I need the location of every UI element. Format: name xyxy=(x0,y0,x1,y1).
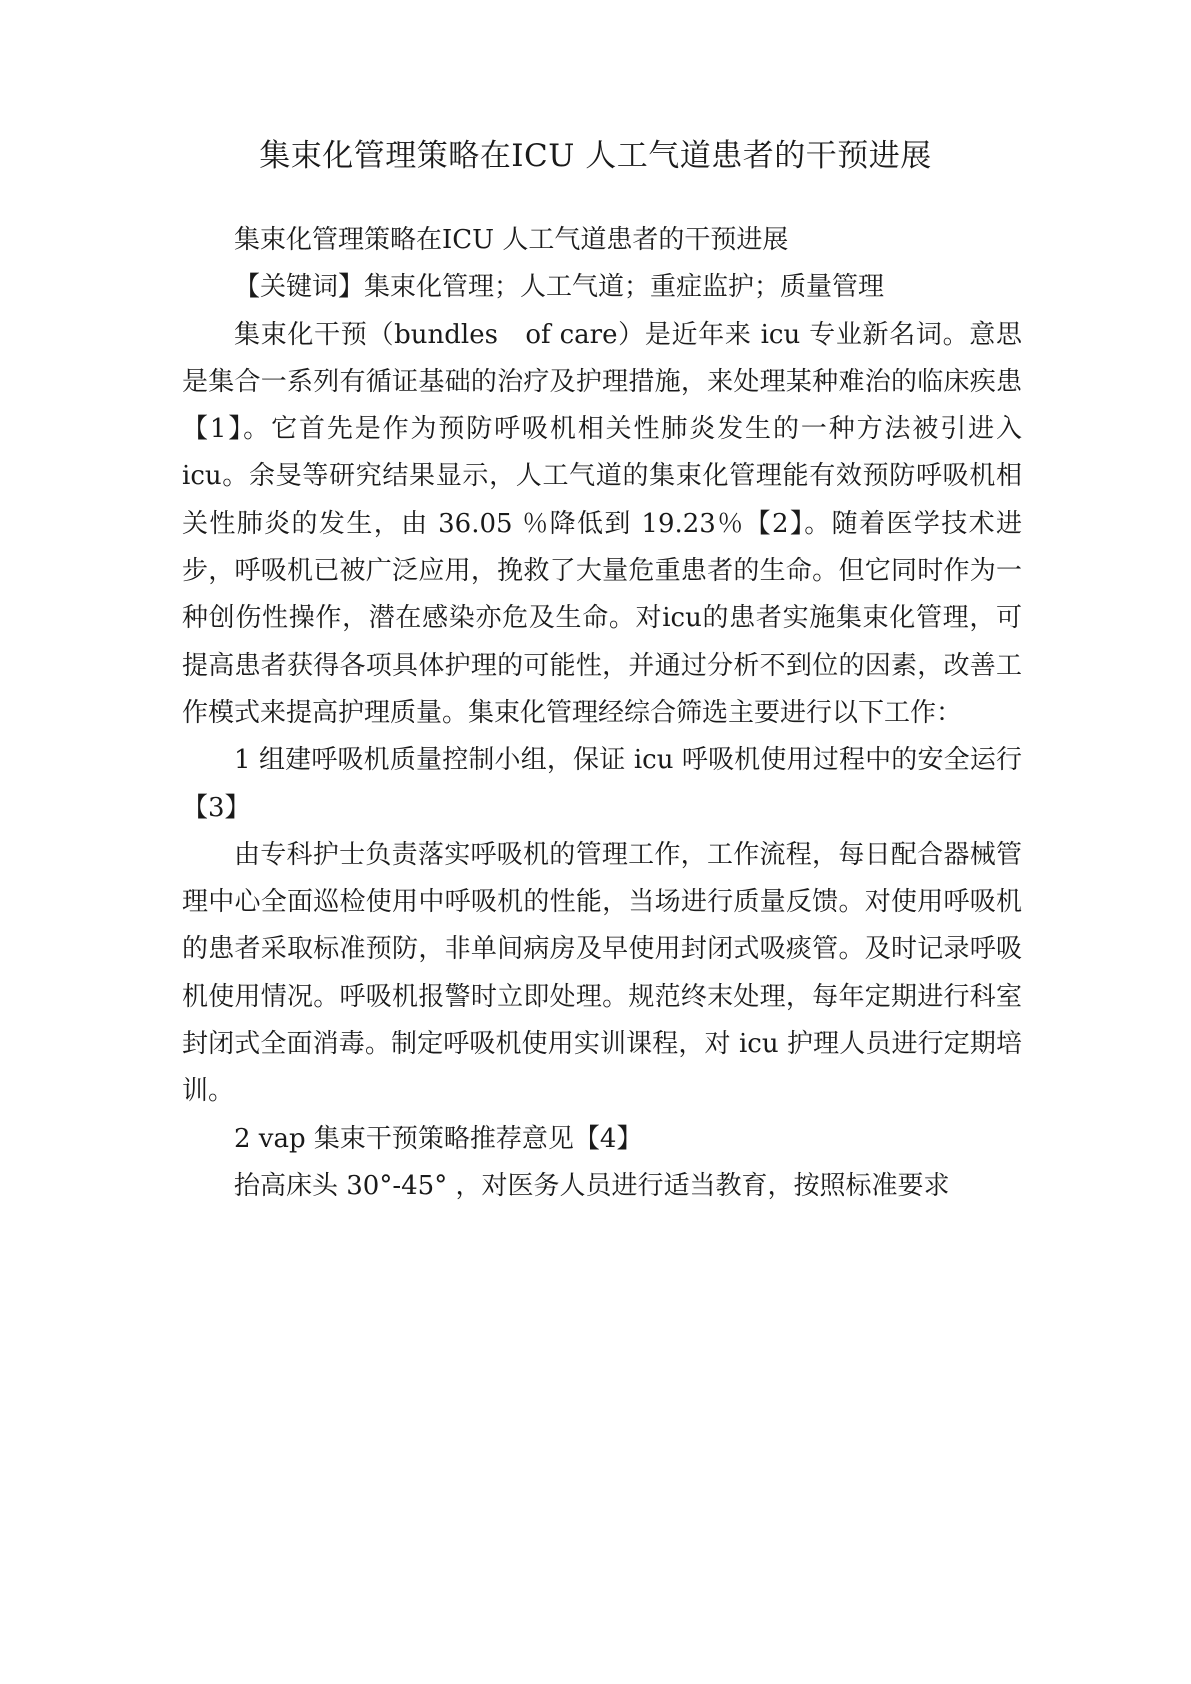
section-2-paragraph: 抬高床头 30°-45° ，对医务人员进行适当教育，按照标准要求 xyxy=(234,1170,950,1201)
document-title: 集束化管理策略在ICU 人工气道患者的干预进展 xyxy=(259,138,932,174)
keywords-paragraph: 【关键词】集束化管理；人工气道；重症监护；质量管理 xyxy=(234,272,885,303)
document-body xyxy=(182,217,1022,1210)
section-heading-1: 1 组建呼吸机质量控制小组，保证 icu 呼吸机使用过程中的安全运行【3】 xyxy=(182,745,1022,823)
section-heading-2: 2 vap 集束干预策略推荐意见【4】 xyxy=(234,1123,643,1154)
intro-paragraph: 集束化干预（bundles of care）是近年来 icu 专业新名词。意思是集合一系列有循证基础的治疗及护理措施，来处理某种难治的临床疾患【1】。它首先是作为预防呼吸机相关性肺炎发生的一种方法被引进入 icu。余旻等研究结果显示，人工气道的集束化管理能有效预防呼吸机相关性肺炎的发生，由 36.05 ％降低到 19.23％【2】。随着医学技术进步，呼吸机已被广泛应用，挽救了大量危重患者的生命。但它同时作为一种创伤性操作，潜在感染亦危及生命。对icu的患者实施集束化管理，可提高患者获得各项具体护理的可能性，并通过分析不到位的因素，改善工作模式来提高护理质量。集束化管理经综合筛选主要进行以下工作： xyxy=(182,319,1022,728)
subtitle-paragraph: 集束化管理策略在ICU 人工气道患者的干预进展 xyxy=(234,225,789,255)
section-1-paragraph: 由专科护士负责落实呼吸机的管理工作，工作流程，每日配合器械管理中心全面巡检使用中呼吸机的性能，当场进行质量反馈。对使用呼吸机的患者采取标准预防，非单间病房及早使用封闭式吸痰管。及时记录呼吸机使用情况。呼吸机报警时立即处理。规范终末处理，每年定期进行科室封闭式全面消毒。制定呼吸机使用实训课程，对 icu 护理人员进行定期培训。 xyxy=(182,839,1022,1107)
